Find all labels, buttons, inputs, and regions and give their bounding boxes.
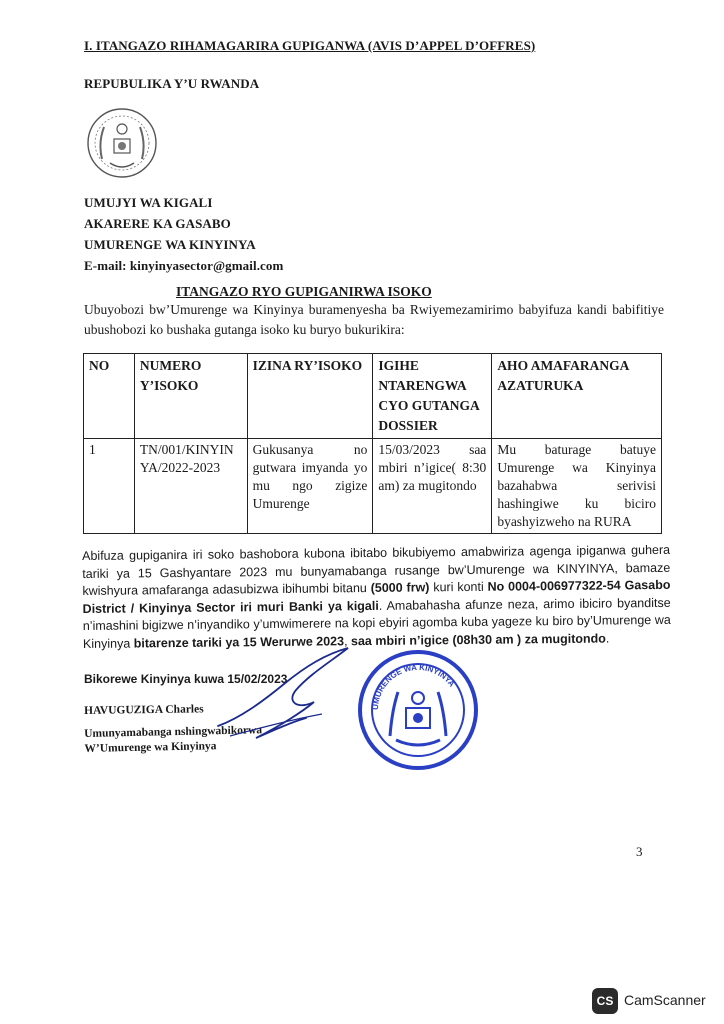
administration-block	[84, 192, 283, 276]
district-name: AKARERE KA GASABO	[84, 216, 231, 231]
signer-role-line-1: Umunyamabanga nshingwabikorwa	[84, 724, 263, 740]
fee-amount: (5000 frw)	[370, 580, 430, 596]
camscanner-logo-icon: CS	[592, 988, 618, 1014]
bank-account: No 0004-006977322-54 Gasabo District / Kinyinya Sector iri muri Banki ya kigali	[82, 578, 671, 616]
header-tender-number: NUMERO Y’ISOKO	[134, 354, 247, 439]
body-text-5: .	[605, 631, 610, 646]
body-text-2: kuri konti	[429, 579, 488, 595]
handwritten-signature	[210, 640, 360, 750]
tender-table	[83, 353, 662, 534]
table-row	[84, 439, 662, 534]
notice-heading: I. ITANGAZO RIHAMAGARIRA GUPIGANWA (AVIS D’APPEL D’OFFRES)	[84, 38, 536, 53]
body-text-4: ,	[343, 634, 352, 649]
body-text-1: Abifuza gupiganira iri soko bashobora kubona ibitabo bikubiyemo amabwiriza agenga ipiganwa guhera tariki ya 15 Gashyantare 2023 mu bunyamabanga rusange bw’Umurenge wa KINYINYA, bamaze kwishyura amafaranga adasubizwa ibihumbi bitanu	[82, 542, 671, 599]
signing-date: Bikorewe Kinyinya kuwa 15/02/2023	[84, 672, 288, 686]
cell-funding-source: Mu baturage batuye Umurenge wa Kinyinya bazahabwa serivisi hashingiwe ku biciro byashyizweho na RURA	[492, 439, 662, 534]
signer-role-line-2: W’Umurenge wa Kinyinya	[84, 740, 217, 755]
stamp-text: UMURENGE WA KINYINYA	[370, 662, 457, 711]
city-name: UMUJYI WA KIGALI	[84, 195, 213, 210]
cell-tender-number: TN/001/KINYINYA/2022-2023	[134, 439, 247, 534]
page-number: 3	[636, 844, 643, 859]
submission-time: saa mbiri n’igice (08h30 am ) za mugitondo	[350, 631, 606, 649]
notice-title: ITANGAZO RYO GUPIGANIRWA ISOKO	[176, 284, 432, 299]
camscanner-watermark: CamScanner	[624, 992, 706, 1008]
cell-deadline: 15/03/2023 saa mbiri n’igice( 8:30 am) za mugitondo	[373, 439, 492, 534]
submission-deadline: bitarenze tariki ya 15 Werurwe 2023	[133, 634, 345, 651]
signer-name: HAVUGUZIGA Charles	[84, 703, 204, 717]
notice-intro: Ubuyobozi bw’Umurenge wa Kinyinya buramenyesha ba Rwiyemezamirimo babyifuza kandi babifitiye ubushobozi ko bushaka gutanga isoko ku buryo bukurikira:	[84, 302, 664, 337]
header-tender-name: IZINA RY’ISOKO	[247, 354, 373, 439]
email-line: E-mail: kinyinyasector@gmail.com	[84, 258, 284, 273]
republic-name: REPUBULIKA Y’U RWANDA	[84, 76, 260, 91]
notice-body	[82, 542, 671, 654]
table-header-row	[84, 354, 662, 439]
header-no: NO	[84, 354, 135, 439]
body-text-3: . Amabahasha afunze neza, arimo ibiciro byanditse n’imashini bigizwe n’inyandiko y’umwimerere na kopi ebyiri agomba kuba yageze ku biro by’Umurenge wa Kinyinya	[82, 595, 671, 651]
rwanda-emblem-icon	[84, 103, 160, 183]
header-funding-source: AHO AMAFARANGA AZATURUKA	[492, 354, 662, 439]
cell-tender-name: Gukusanya no gutwara imyanda yo mu ngo zigize Umurenge	[247, 439, 373, 534]
sector-name: UMURENGE WA KINYINYA	[84, 237, 256, 252]
cell-no: 1	[84, 439, 135, 534]
official-stamp-icon	[356, 648, 480, 772]
header-deadline: IGIHE NTARENGWA CYO GUTANGA DOSSIER	[373, 354, 492, 439]
